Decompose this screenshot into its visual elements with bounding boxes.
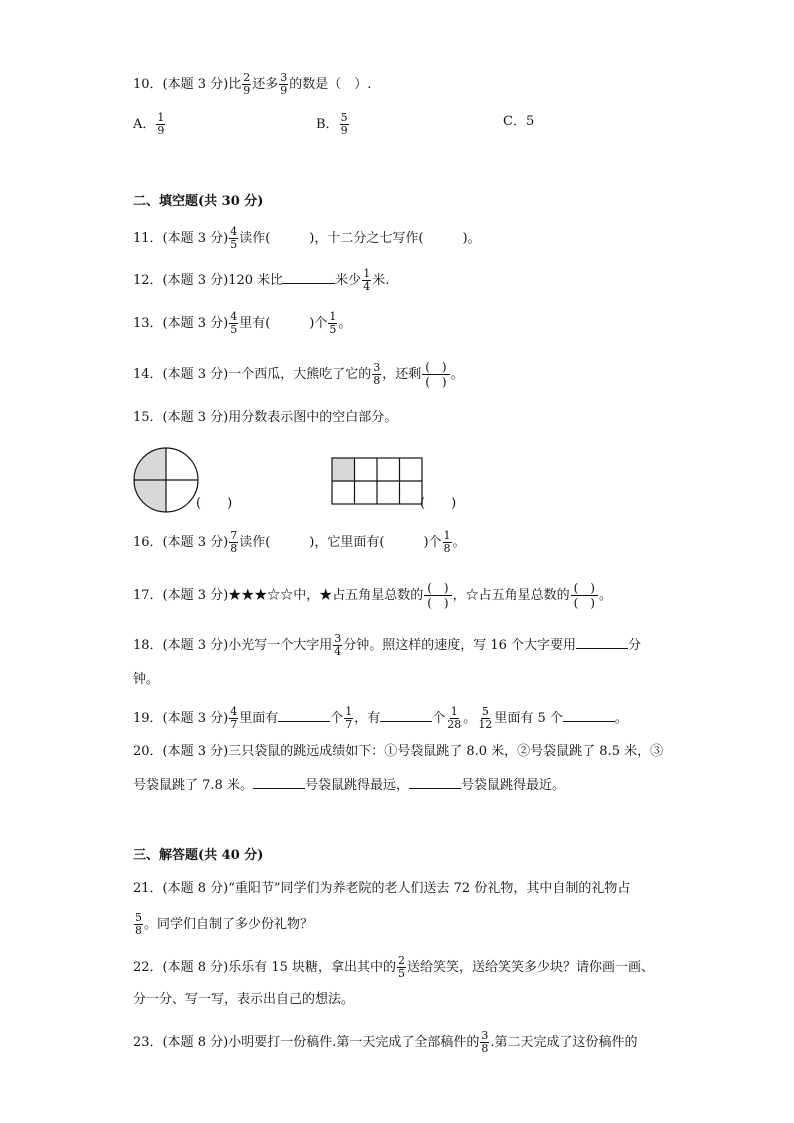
fraction: $\frac{1}{8}$ [443,529,451,555]
answer-blank-circle[interactable]: ( ) [196,496,233,511]
question-21-continued: $\frac{5}{8}$ 。同学们自制了多少份礼物？ [135,911,314,937]
option-a: A． $\frac{1}{9}$ [133,111,165,137]
fraction: $\frac{3}{8}$ [481,1029,489,1055]
question-21: 21．(本题 8 分)“重阳节”同学们为养老院的老人们送去 72 份礼物，其中自制的礼物占 [133,881,631,896]
question-20: 20．(本题 3 分)三只袋鼠的跳远成绩如下：①号袋鼠跳了 8.0 米，②号袋鼠跳了 8.5 米，③ [133,744,664,759]
answer-fraction-blank[interactable]: ( ) ( ) [571,581,598,610]
option-c: C．5 [503,114,535,129]
answer-blank[interactable] [576,634,628,649]
fraction: $\frac{5}{12}$ [478,705,493,731]
answer-blank[interactable] [380,707,432,722]
option-b: B． $\frac{5}{9}$ [316,111,348,137]
fraction: $\frac{5}{8}$ [135,911,142,937]
grid-figure [331,457,423,505]
fraction: $\frac{7}{8}$ [230,529,238,555]
fraction: $\frac{3}{8}$ [373,361,381,387]
question-19: 19．(本题 3 分) $\frac{4}{7}$ 里面有 个 $\frac{1}{7}$ ，有 个 $\frac{1}{28}$ 。 $\frac{5}{12}$ 里面有 5 个 。 [133,705,628,731]
fraction: $\frac{1}{28}$ [447,705,462,731]
fraction: $\frac{1}{4}$ [363,267,371,293]
question-18: 18．(本题 3 分)小光写一个大字用 $\frac{3}{4}$ 分钟。照这样的速度，写 16 个大字要用 分 [133,632,642,658]
question-12: 12．(本题 3 分)120 米比 米少 $\frac{1}{4}$ 米. [133,267,390,293]
question-13: 13．(本题 3 分) $\frac{4}{5}$ 里有( )个 $\frac{1}{5}$ 。 [133,310,352,336]
answer-fraction-blank[interactable]: ( ) ( ) [424,581,451,610]
question-20-continued: 号袋鼠跳了 7.8 米。 号袋鼠跳得最远， 号袋鼠跳得最近。 [133,774,565,796]
question-11: 11．(本题 3 分) $\frac{4}{5}$ 读作( )，十二分之七写作( )。 [133,225,481,251]
question-14: 14．(本题 3 分)一个西瓜，大熊吃了它的 $\frac{3}{8}$ ，还剩 ( ) ( ) 。 [133,360,464,389]
answer-fraction-blank[interactable]: ( ) ( ) [422,360,449,389]
answer-blank-grid[interactable]: ( ) [420,496,457,511]
fraction: $\frac{4}{5}$ [230,225,238,251]
answer-blank[interactable] [278,707,330,722]
fraction: $\frac{3}{4}$ [334,632,342,658]
question-15: 15．(本题 3 分)用分数表示图中的空白部分。 [133,410,398,425]
section-3-heading: 三、解答题(共 40 分) [133,848,264,863]
question-10: 10．(本题 3 分)比 $\frac{2}{9}$ 还多 $\frac{3}{9}$ 的数是（ ）. [133,71,372,97]
fraction: $\frac{2}{5}$ [398,954,406,980]
fraction: $\frac{1}{9}$ [157,111,165,137]
section-2-heading: 二、填空题(共 30 分) [133,194,264,209]
answer-blank[interactable] [563,707,615,722]
question-22: 22．(本题 8 分)乐乐有 15 块糖，拿出其中的 $\frac{2}{5}$ 送给笑笑，送给笑笑多少块？请你画一画、 [133,954,655,980]
question-23: 23．(本题 8 分)小明要打一份稿件.第一天完成了全部稿件的 $\frac{3}{8}$ .第二天完成了这份稿件的 [133,1029,638,1055]
circle-figure [132,446,200,514]
fraction: $\frac{4}{7}$ [230,705,238,731]
answer-blank[interactable] [253,774,305,789]
fraction: $\frac{3}{9}$ [280,71,288,97]
fraction: $\frac{1}{7}$ [345,705,353,731]
question-17: 17．(本题 3 分)★★★☆☆中，★占五角星总数的 ( ) ( ) ，☆占五角星总数的 ( ) ( ) 。 [133,581,613,610]
fraction: $\frac{4}{5}$ [230,310,238,336]
answer-blank[interactable] [409,774,461,789]
fraction: $\frac{5}{9}$ [340,111,348,137]
question-18-continued: 钟。 [133,672,160,687]
fraction: $\frac{2}{9}$ [243,71,251,97]
fraction: $\frac{1}{5}$ [329,310,337,336]
question-16: 16．(本题 3 分) $\frac{7}{8}$ 读作( )，它里面有( )个 $\frac{1}{8}$ 。 [133,529,466,555]
answer-blank[interactable] [283,269,335,284]
question-22-continued: 分一分、写一写，表示出自己的想法。 [133,992,355,1007]
